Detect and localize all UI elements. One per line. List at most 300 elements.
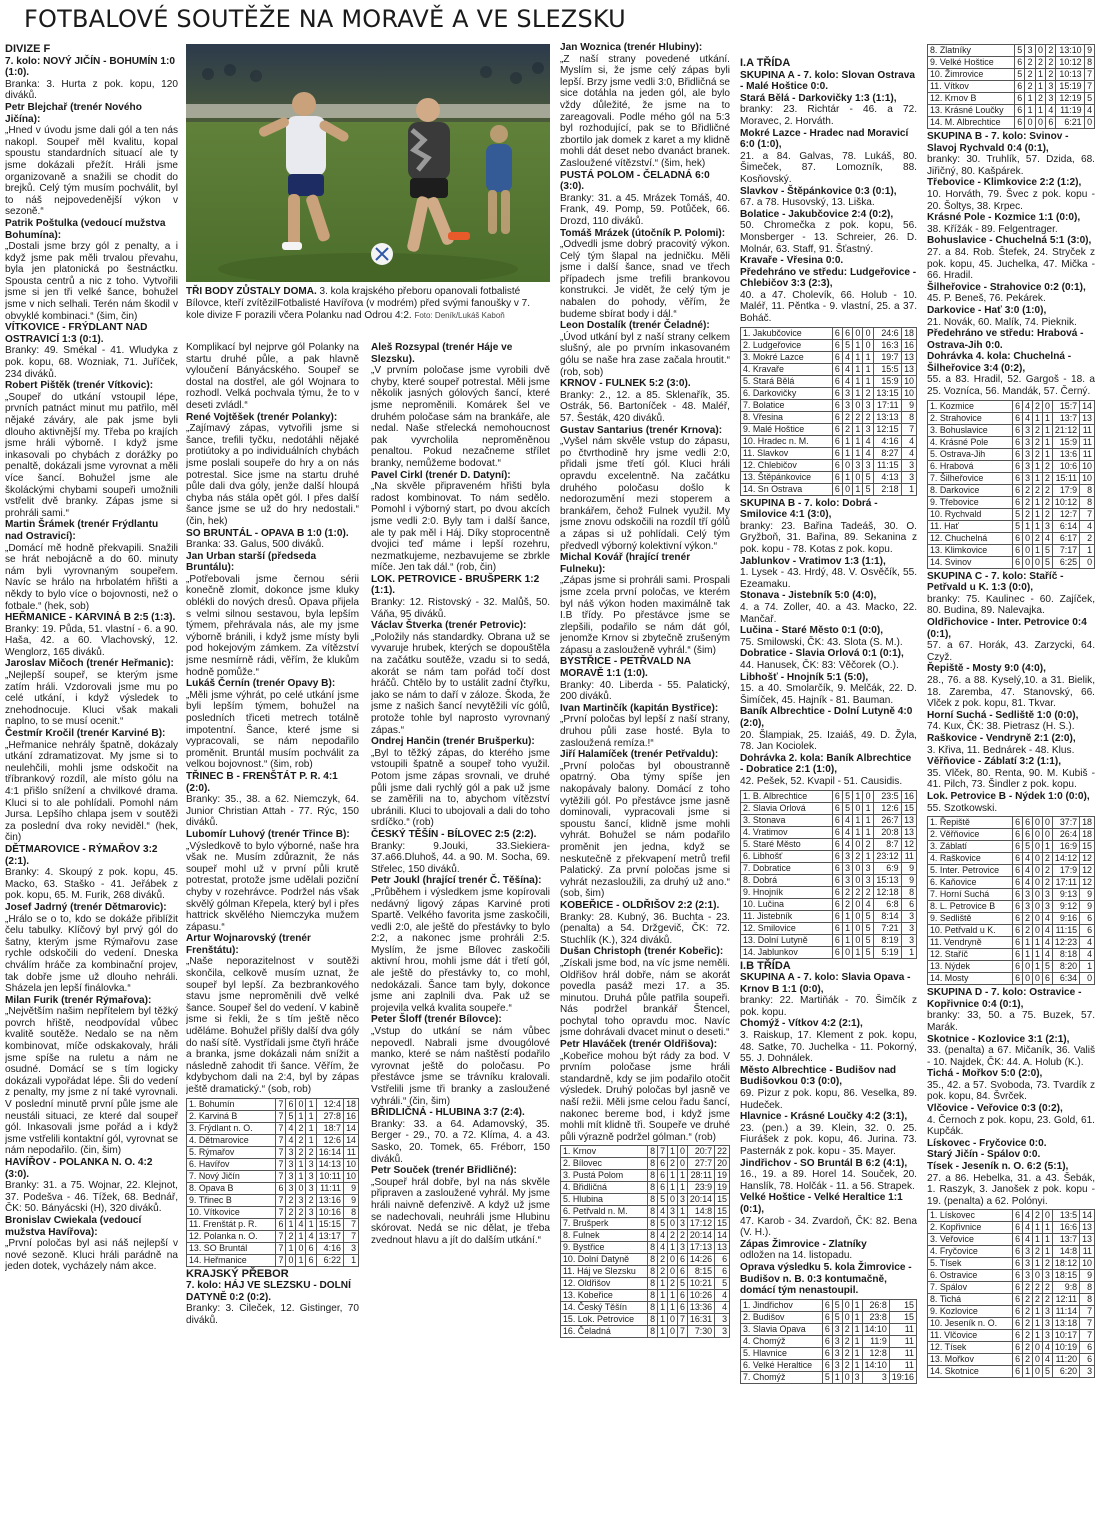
team-name: 4. Dětmarovice bbox=[187, 1134, 276, 1146]
team-name: 4. Krásné Pole bbox=[928, 436, 1013, 448]
table-cell: 4 bbox=[715, 1302, 730, 1314]
table-cell: 1 bbox=[1042, 1246, 1052, 1258]
table-row bbox=[561, 1230, 730, 1242]
table-cell: 1 bbox=[343, 1254, 358, 1266]
table-row bbox=[928, 460, 1095, 472]
table-cell: 1 bbox=[853, 814, 863, 826]
table-cell: 1 bbox=[863, 363, 873, 375]
table-cell: 1 bbox=[842, 471, 852, 483]
table-cell: 6 bbox=[832, 471, 842, 483]
table-cell: 3 bbox=[863, 399, 873, 411]
match-heading: SKUPINA C - 7. kolo: Staříč - Petřvald u K. 1:3 (0:0), bbox=[927, 570, 1064, 594]
table-cell: 10 bbox=[343, 1158, 358, 1170]
paragraph: Branky: 40. Liberda - 55. Palatický, 200 diváků. bbox=[560, 679, 730, 703]
table-row bbox=[561, 1314, 730, 1326]
table-cell: 2 bbox=[286, 1194, 296, 1206]
table-cell: 17:12 bbox=[687, 1218, 714, 1230]
team-name: 12. Chlebičov bbox=[741, 459, 833, 471]
table-cell: 0 bbox=[1080, 973, 1095, 985]
table-cell: 19 bbox=[715, 1170, 730, 1182]
table-cell: 6 bbox=[832, 387, 842, 399]
table-cell: 7 bbox=[1084, 81, 1094, 93]
paragraph: „Úvod utkání byl z naší strany celkem slušný, ale po prvním inkasovaném gólu se naše hra zase začala hroutit.“ (rob, sob) bbox=[560, 331, 730, 378]
paragraph: Branky: 33. a 64. Adamovský, 35. Berger - 29., 70. a 72. Klíma, 4. a 43. Sasko, 20. Tomek, 65. Fréborr, 150 diváků. bbox=[371, 1118, 550, 1165]
table-row bbox=[928, 105, 1095, 117]
table-cell: 23:12 bbox=[873, 850, 901, 862]
table-cell: 2 bbox=[1033, 1210, 1043, 1222]
table-cell: 4 bbox=[1080, 520, 1095, 532]
team-name: 4. Raškovice bbox=[928, 853, 1013, 865]
paragraph: Branky: 49. Smékal - 41. Wludyka z pok. kopu, 68. Wozniak, 71. Juříček, 234 diváků. bbox=[5, 345, 178, 380]
paragraph: „Průběhem i výsledkem jsme kopírovali nedávný ligový zápas Karviné proti Spartě. Velkého favorita jsme zaskočili, vedli 2:0, ale ještě do přestávky to bylo 2:2, a nakonec jsme prohráli 2:5. Myslím, že jsme Bílovec zaskočili aktivní hrou, mohli jsme dát i třetí gól, ale ještě do přestávky to, co mohl, nedokázali. Šance tam byly, dokonce jsme ani zaplnili dva. Pak už se projevila velká kvalita soupeře.“ bbox=[371, 886, 550, 1014]
table-cell: 1 bbox=[1033, 937, 1043, 949]
table-cell: 0 bbox=[853, 934, 863, 946]
paragraph: „Z naší strany povedené utkání. Myslím si, že jsme celý zápas byli lepší. Brzy jsme vedli 3:0, Břidličná se sice dotáhla na jeden gól, ale bylo vždy důležité, že jsme na to zareagovali. Podle mého gól na 5:3 byl rozhodující, pak se to Břidličné zbortilo jak domek z karet a my klidně mohli dát deset nebo dvanáct branek. Zasloužené vítězství.“ (šim, hek) bbox=[560, 53, 730, 169]
table-cell: 1 bbox=[842, 447, 852, 459]
table-cell: 2 bbox=[1023, 1282, 1033, 1294]
table-cell: 1 bbox=[668, 1242, 678, 1254]
table-cell: 10:17 bbox=[1052, 1330, 1079, 1342]
table-cell: 8 bbox=[648, 1182, 658, 1194]
table-cell: 5 bbox=[658, 1218, 668, 1230]
section-heading: KRAJSKÝ PŘEBOR bbox=[186, 1267, 289, 1280]
table-cell: 2 bbox=[1080, 532, 1095, 544]
table-cell: 0 bbox=[668, 1194, 678, 1206]
table-cell: 23:8 bbox=[862, 1311, 889, 1323]
table-cell: 10:12 bbox=[1056, 57, 1084, 69]
table-cell: 6 bbox=[1013, 841, 1023, 853]
table-cell: 2 bbox=[668, 1278, 678, 1290]
team-name: 7. Bolatice bbox=[741, 399, 833, 411]
table-cell: 2 bbox=[1042, 1294, 1052, 1306]
table-cell: 3 bbox=[1045, 93, 1055, 105]
section-heading: DIVIZE F bbox=[5, 43, 51, 55]
team-name: 3. Záblatí bbox=[928, 841, 1013, 853]
table-row bbox=[928, 841, 1095, 853]
paragraph: „Hrálo se o to, kdo se dokáže přiblížit čelu tabulky. Klíčový byl prvý gól do šatny, kterým jsme Rýmařovu zase rychle odskočili do vedení. Dneska chválím hráče za kombinační projev, tak dobře jsme už dlouho nehráli. Sházela jen lepší finálovka.“ bbox=[5, 913, 178, 995]
table-cell: 1 bbox=[668, 1290, 678, 1302]
table-row bbox=[187, 1110, 359, 1122]
table-cell: 11:15 bbox=[1052, 925, 1079, 937]
table-cell: 1 bbox=[853, 447, 863, 459]
table-cell: 12:7 bbox=[1052, 508, 1079, 520]
table-cell: 4 bbox=[658, 1206, 668, 1218]
table-cell: 7 bbox=[677, 1314, 687, 1326]
table-cell: 15 bbox=[715, 1218, 730, 1230]
table-cell: 6 bbox=[832, 814, 842, 826]
team-name: 6. Hrabová bbox=[928, 460, 1013, 472]
table-cell: 1 bbox=[1033, 1234, 1043, 1246]
match-heading: Lok. Petrovice B - Nýdek 1:0 (0:0), bbox=[927, 790, 1090, 802]
table-cell: 4 bbox=[1023, 877, 1033, 889]
table-cell: 2 bbox=[1023, 913, 1033, 925]
table-row bbox=[741, 423, 917, 435]
team-name: 2. Slavia Orlová bbox=[741, 802, 833, 814]
paragraph: 74. Kux, ČK: 38. Pietrasz (H. S.). bbox=[927, 721, 1075, 733]
table-cell: 23:5 bbox=[873, 790, 901, 802]
table-cell: 20:8 bbox=[873, 826, 901, 838]
paragraph: odložen na 14. listopadu. bbox=[740, 1250, 853, 1262]
team-name: 3. Frýdlant n. O. bbox=[187, 1122, 276, 1134]
table-cell: 15 bbox=[715, 1194, 730, 1206]
table-cell: 3 bbox=[1023, 1246, 1033, 1258]
table-row bbox=[928, 508, 1095, 520]
table-cell: 1 bbox=[863, 351, 873, 363]
match-heading: 7. kolo: NOVÝ JIČÍN - BOHUMÍN 1:0 (1:0). bbox=[5, 55, 175, 79]
table-cell: 1 bbox=[1023, 937, 1033, 949]
table-row bbox=[741, 471, 917, 483]
paragraph: „Zajímavý zápas, vytvořili jsme si šance, trefili tyčku, nedotáhli nějaké protiútoky a po individuálních chybách jsme poslali soupeře do hry a on nás potrestal. Sice jsme na startu druhé půle dali dva góly, jenže další hloupá chyba nás stála opět gól. I přes další šance jsme se už do hry nedostali.“ (čin, hek) bbox=[186, 423, 359, 527]
match-heading: BŘIDLIČNÁ - HLUBINA 3:7 (2:4). bbox=[371, 1107, 525, 1119]
table-cell: 27:7 bbox=[687, 1158, 714, 1170]
paragraph: „Nejlepší soupeř, se kterým jsme zatím hráli. Vzdorovali jsme mu po celé utkání, i když výsledek to znehodnocuje. Kluci však makali naplno, to se musí ocenit.“ bbox=[5, 670, 178, 728]
match-heading: Michal Kovář (hrající trenér Fulneku): bbox=[560, 552, 691, 575]
table-cell: 19:7 bbox=[873, 351, 901, 363]
table-cell: 2 bbox=[296, 1122, 306, 1134]
table-cell: 2:18 bbox=[873, 483, 901, 495]
table-cell: 13:17 bbox=[316, 1230, 343, 1242]
table-cell: 6 bbox=[1013, 424, 1023, 436]
paragraph: Branky: 28. Kubný, 36. Buchta - 23. (penalta) a 54. Držgevič, ČK: 72. Stuchlík (K.), 324 diváků. bbox=[560, 911, 730, 946]
table-cell: 13 bbox=[901, 363, 916, 375]
match-heading: PUSTÁ POLOM - ČELADNÁ 6:0 (3:0). bbox=[560, 169, 710, 193]
table-cell: 4 bbox=[1080, 949, 1095, 961]
match-heading: Kravaře - Vřesina 0:0. bbox=[740, 255, 844, 267]
paragraph: 23. (pen.) a 39. Klein, 32. 0. 25. Fiurášek z pok. kopu, 46. Jurina. 73. Pasternák z pok. kopu - 35. Mayer. bbox=[740, 1122, 917, 1157]
table-cell: 2 bbox=[1042, 1258, 1052, 1270]
table-cell: 1 bbox=[658, 1314, 668, 1326]
table-cell: 1 bbox=[1042, 1234, 1052, 1246]
table-cell: 15:5 bbox=[873, 363, 901, 375]
team-name: 12. Chuchelná bbox=[928, 532, 1013, 544]
table-cell: 8 bbox=[1084, 57, 1094, 69]
table-cell: 11:11 bbox=[316, 1182, 343, 1194]
table-cell: 2 bbox=[853, 850, 863, 862]
table-cell: 6 bbox=[677, 1266, 687, 1278]
table-cell: 5 bbox=[286, 1110, 296, 1122]
team-name: 4. Chomýž bbox=[741, 1335, 823, 1347]
table-cell: 6 bbox=[1080, 913, 1095, 925]
table-cell: 1 bbox=[677, 1170, 687, 1182]
table-row bbox=[741, 886, 917, 898]
table-cell: 15 bbox=[1080, 841, 1095, 853]
table-cell: 26:8 bbox=[862, 1299, 889, 1311]
table-cell: 5 bbox=[832, 1299, 842, 1311]
match-heading: HAVÍŘOV - POLANKA N. O. 4:2 (3:0). bbox=[5, 1157, 153, 1180]
paragraph: „Vstup do utkání se nám vůbec nepovedl. Nabrali jsme dvougólové manko, které se nám naštěstí podařilo vyrovnat ještě do poločasu. Po přestávce jsme se trávníku kralovali. Vstřelili jsme tři branky a zasloužené vyhráli.“ (čin, šim) bbox=[371, 1026, 550, 1107]
table-cell: 0 bbox=[1080, 556, 1095, 568]
table-cell: 4 bbox=[863, 435, 873, 447]
match-heading: Lískovec - Fryčovice 0:0. bbox=[927, 1137, 1047, 1149]
table-cell: 0 bbox=[842, 1311, 852, 1323]
table-cell: 13:7 bbox=[1052, 1234, 1079, 1246]
table-cell: 10 bbox=[901, 387, 916, 399]
table-cell: 1 bbox=[1025, 105, 1035, 117]
table-cell: 4 bbox=[306, 1230, 316, 1242]
table-cell: 0 bbox=[853, 327, 863, 339]
table-cell: 6 bbox=[1023, 817, 1033, 829]
team-name: 12. Oldřišov bbox=[561, 1278, 648, 1290]
match-heading: Řepiště - Mosty 9:0 (4:0), bbox=[927, 663, 1046, 675]
paragraph: Branky: 12. Ristovský - 32. Malůš, 50. Váňa, 95 diváků. bbox=[371, 597, 550, 620]
table-cell: 2 bbox=[842, 423, 852, 435]
table-cell: 2 bbox=[842, 1323, 852, 1335]
table-cell: 8 bbox=[1080, 484, 1095, 496]
team-name: 4. Břidličná bbox=[561, 1182, 648, 1194]
table-cell: 7 bbox=[276, 1194, 286, 1206]
match-heading: LOK. PETROVICE - BRUŠPERK 1:2 (1:1). bbox=[371, 573, 540, 597]
table-cell: 14 bbox=[715, 1230, 730, 1242]
table-cell: 9 bbox=[1080, 1270, 1095, 1282]
table-cell: 1 bbox=[1033, 412, 1043, 424]
table-cell: 1 bbox=[852, 1335, 862, 1347]
paragraph: „Hned v úvodu jsme dali gól a ten nás nakopl. Soupeř měl kvalitu, kopal spoustu standardních situací ale ty jsme dokázali přežít. Hráli jsme organizovaně a snažili se chodit do brejků. Celý tým musím pochválit, byl to náš nejpovedenější výkon v sezoně.“ bbox=[5, 125, 178, 218]
table-row bbox=[187, 1170, 359, 1182]
team-name: 8. Fulnek bbox=[561, 1230, 648, 1242]
table-cell: 1 bbox=[1033, 1318, 1043, 1330]
table-cell: 8 bbox=[648, 1158, 658, 1170]
match-heading: DĚTMAROVICE - RÝMAŘOV 3:2 (2:1). bbox=[5, 843, 158, 867]
team-name: 3. Bohuslavice bbox=[928, 424, 1013, 436]
team-name: 9. Hnojník bbox=[741, 886, 833, 898]
paragraph: „Na skvěle připraveném hřišti byla radost kombinovat. To nám sedělo. Pomohl i výborný start, po dvou akcích jsme vedli 2:0. Byly tam i další šance, ale ty pak měl i Háj. Díky stoprocentně dvojici teď máme i lepší rozehru, nezmatkujeme, nezbavujeme se zbrkle míče. Jen tak dál.“ (rob, čin) bbox=[371, 481, 550, 574]
table-cell: 4 bbox=[1023, 1234, 1033, 1246]
team-name: 14. M. Albrechtice bbox=[928, 117, 1015, 129]
table-cell: 5 bbox=[677, 1278, 687, 1290]
table-cell: 18 bbox=[343, 1098, 358, 1110]
table-cell: 8 bbox=[648, 1170, 658, 1182]
table-cell: 1 bbox=[1033, 1330, 1043, 1342]
table-row bbox=[741, 1359, 917, 1371]
table-cell: 19:16 bbox=[889, 1371, 916, 1383]
table-cell: 0 bbox=[677, 1146, 687, 1158]
paragraph: 50. Chromečka z pok. kopu, 56. Monsberger - 13. Schreier, 26. D. Molnár, 63. Staff, 91. Šťastný. bbox=[740, 220, 917, 255]
table-cell: 1 bbox=[1035, 69, 1045, 81]
table-cell: 0 bbox=[296, 1098, 306, 1110]
table-cell: 6 bbox=[832, 862, 842, 874]
table-cell: 12:8 bbox=[862, 1347, 889, 1359]
table-cell: 5 bbox=[715, 1278, 730, 1290]
team-name: 15. Lok. Petrovice bbox=[561, 1314, 648, 1326]
table-cell: 11:20 bbox=[1052, 1354, 1079, 1366]
table-cell: 0 bbox=[1033, 889, 1043, 901]
team-name: 12. Smilovice bbox=[741, 922, 833, 934]
table-cell: 1 bbox=[853, 363, 863, 375]
table-cell: 4 bbox=[1023, 1222, 1033, 1234]
table-cell: 5 bbox=[1042, 556, 1052, 568]
table-cell: 0 bbox=[1033, 865, 1043, 877]
table-cell: 6 bbox=[822, 1335, 832, 1347]
table-cell: 4 bbox=[863, 447, 873, 459]
table-cell: 3 bbox=[1023, 1258, 1033, 1270]
table-cell: 15 bbox=[715, 1206, 730, 1218]
table-row bbox=[928, 865, 1095, 877]
table-cell: 1 bbox=[1080, 961, 1095, 973]
match-heading: 7. kolo: HÁJ VE SLEZSKU - DOLNÍ DATYNĚ 0:2 (0:2). bbox=[186, 1280, 351, 1303]
table-cell: 6 bbox=[832, 411, 842, 423]
paragraph: „Soupeř hrál dobře, byl na nás skvěle připraven a zasloužené vyhrál. My jsme hráli naivně defenzivě. A když už jsme se nadechovali, neuhráli jsme Hlubinu skórovat. Nedá se nic dělat, je třeba zvednout hlavu a jít do dalším utkání.“ bbox=[371, 1176, 550, 1246]
table-cell: 12:6 bbox=[873, 802, 901, 814]
table-cell: 4 bbox=[1023, 400, 1033, 412]
table-cell: 1 bbox=[1033, 949, 1043, 961]
table-cell: 10 bbox=[1080, 472, 1095, 484]
team-name: 10. Žimrovice bbox=[928, 69, 1015, 81]
table-row bbox=[561, 1242, 730, 1254]
table-cell: 6 bbox=[1013, 412, 1023, 424]
table-cell: 15:15 bbox=[316, 1218, 343, 1230]
table-cell: 3 bbox=[677, 1218, 687, 1230]
table-cell: 4 bbox=[286, 1134, 296, 1146]
table-cell: 5 bbox=[842, 790, 852, 802]
table-cell: 3 bbox=[1023, 472, 1033, 484]
table-cell: 0 bbox=[853, 874, 863, 886]
table-cell: 1 bbox=[658, 1278, 668, 1290]
table-cell: 0 bbox=[853, 862, 863, 874]
table-row bbox=[928, 69, 1095, 81]
team-name: 14. Svinov bbox=[928, 556, 1013, 568]
table-cell: 11:15 bbox=[873, 459, 901, 471]
table-cell: 3 bbox=[677, 1242, 687, 1254]
table-cell: 1 bbox=[296, 1254, 306, 1266]
table-cell: 7 bbox=[276, 1110, 286, 1122]
table-row bbox=[928, 544, 1095, 556]
table-row bbox=[928, 45, 1095, 57]
match-heading: Čestmír Kročil (trenér Karviné B): bbox=[5, 728, 166, 740]
table-cell: 3 bbox=[901, 934, 916, 946]
paragraph: 3. Raiskup, 17. Klement z pok. kopu, 48. Satke, 70. Juchelka - 11. Pokorný, 55. J. Dohnálek. bbox=[740, 1030, 917, 1065]
paragraph: 15. a 40. Smolarčík, 9. Melčák, 22. D. Šimíček, 45. Hajník - 81. Bauman. bbox=[740, 683, 917, 706]
paragraph: „Potřebovali jsme černou sérii konečně zlomit, dokonce jsme kluky oblékli do nových dresů. Opava přijela s velmi silnou sestavou, byla lepším týmem, přehrávala nás, ale my jsme výborně bránili, i když jsme místy byli pod hokejovým zámkem. Za vítězství jsme nesmírně rádi, věřím, že klukům hodně pomůže.“ bbox=[186, 573, 359, 678]
match-heading: Libhošť - Hnojník 5:1 (5:0), bbox=[740, 671, 869, 683]
paragraph: „Dostali jsme brzy gól z penalty, a i když jsme pak měli trvalou převahu, byla jen platonická po šestnáctku. Spousta centrů a nic z toho. Vytvořili jsme si jen tři velké šance, bohužel jsme v nich selhali. Terén nám škodil v obvyklé kombinaci.“ (šim, čin) bbox=[5, 241, 178, 322]
table-cell: 15:9 bbox=[873, 375, 901, 387]
table-cell: 3 bbox=[1045, 81, 1055, 93]
table-cell: 6 bbox=[1013, 961, 1023, 973]
team-name: 1. Bohumín bbox=[187, 1098, 276, 1110]
table-cell: 0 bbox=[1033, 817, 1043, 829]
team-name: 9. Sedliště bbox=[928, 913, 1013, 925]
paragraph: 67. a 78. Husovský, 13. Liška. bbox=[740, 197, 875, 209]
table-cell: 3 bbox=[1023, 424, 1033, 436]
table-cell: 12:15 bbox=[873, 423, 901, 435]
table-cell: 2 bbox=[1023, 1342, 1033, 1354]
table-cell: 1 bbox=[1033, 1222, 1043, 1234]
paragraph: 27. a 86. Hebelka, 31. a 43. Šebák, 1. Raszyk, 3. Janošek z pok. kopu - 19. (penalta) a 62. Polónyi. bbox=[927, 1172, 1095, 1207]
table-cell: 6 bbox=[1013, 1258, 1023, 1270]
table-cell: 6 bbox=[276, 1218, 286, 1230]
table-cell: 1 bbox=[1033, 520, 1043, 532]
team-name: 11. Háj ve Slezsku bbox=[561, 1266, 648, 1278]
table-cell: 1 bbox=[1033, 544, 1043, 556]
table-row bbox=[928, 1342, 1095, 1354]
table-cell: 6 bbox=[832, 399, 842, 411]
table-cell: 4 bbox=[1042, 949, 1052, 961]
table-cell: 6 bbox=[832, 327, 842, 339]
table-cell: 0 bbox=[1023, 556, 1033, 568]
match-heading: TŘINEC B - FRENŠTÁT P. R. 4:1 (2:0). bbox=[186, 770, 338, 794]
team-name: 11. Vítkov bbox=[928, 81, 1015, 93]
table-cell: 2 bbox=[842, 1359, 852, 1371]
table-row bbox=[741, 459, 917, 471]
table-cell: 2 bbox=[1023, 1294, 1033, 1306]
match-heading: Dohrávka 4. kola: Chuchelná - Šilheřovice 3:4 (0:2), bbox=[927, 351, 1072, 374]
match-heading: Dohrávka 2. kola: Baník Albrechtice - Dobratice 2:1 (1:0), bbox=[740, 752, 912, 776]
table-cell: 10:12 bbox=[1052, 496, 1079, 508]
table-cell: 14:8 bbox=[687, 1206, 714, 1218]
table-cell: 1 bbox=[668, 1182, 678, 1194]
table-cell: 3 bbox=[1023, 460, 1033, 472]
paragraph: 38. Křížák - 89. Felgentrager. bbox=[927, 223, 1058, 235]
table-cell: 6 bbox=[1013, 1234, 1023, 1246]
table-cell: 28:11 bbox=[687, 1170, 714, 1182]
table-cell: 13:10 bbox=[1056, 45, 1084, 57]
table-cell: 0 bbox=[1025, 117, 1035, 129]
table-cell: 15 bbox=[889, 1299, 916, 1311]
table-row bbox=[561, 1218, 730, 1230]
match-heading: Gustav Santarius (trenér Krnova): bbox=[560, 424, 723, 436]
table-cell: 12:19 bbox=[1056, 93, 1084, 105]
table-row bbox=[928, 424, 1095, 436]
table-cell: 6 bbox=[832, 874, 842, 886]
table-cell: 37:7 bbox=[1052, 817, 1079, 829]
photo-caption bbox=[186, 286, 550, 322]
table-cell: 1 bbox=[1033, 1258, 1043, 1270]
table-cell: 4:16 bbox=[316, 1242, 343, 1254]
table-row bbox=[928, 877, 1095, 889]
table-cell: 0 bbox=[1033, 877, 1043, 889]
table-cell: 17:11 bbox=[1052, 877, 1079, 889]
table-row bbox=[928, 925, 1095, 937]
table-cell: 18 bbox=[1080, 829, 1095, 841]
table-cell: 11 bbox=[889, 1323, 916, 1335]
table-cell: 5 bbox=[1014, 45, 1024, 57]
table-row bbox=[928, 400, 1095, 412]
match-heading: Dobratice - Slavia Orlová 0:1 (0:1), bbox=[740, 648, 904, 660]
table-cell: 7 bbox=[901, 423, 916, 435]
table-cell: 1 bbox=[832, 1371, 842, 1383]
team-name: 8. L. Petrovice B bbox=[928, 901, 1013, 913]
table-cell: 0 bbox=[842, 459, 852, 471]
table-row bbox=[928, 81, 1095, 93]
table-cell: 13 bbox=[901, 814, 916, 826]
table-row bbox=[928, 973, 1095, 985]
table-cell: 9 bbox=[901, 874, 916, 886]
table-cell: 10:21 bbox=[687, 1278, 714, 1290]
table-row bbox=[741, 363, 917, 375]
section-heading: I.B TŘÍDA bbox=[740, 959, 791, 972]
table-cell: 8:18 bbox=[1052, 949, 1079, 961]
table-cell: 23:9 bbox=[687, 1182, 714, 1194]
table-cell: 11 bbox=[1080, 424, 1095, 436]
table-cell: 8 bbox=[648, 1266, 658, 1278]
team-name: 14. Skotnice bbox=[928, 1366, 1013, 1378]
table-cell: 4 bbox=[1042, 937, 1052, 949]
paragraph: „Odvedli jsme dobrý pracovitý výkon. Celý tým šlapal na jedničku. Měli jsme i další šance, snad ve třech případech jsme trefili brankovou konstrukci. Je vidět, že celý tým je nabalen do pohody, věřím, že budeme sbírat body i dál.“ bbox=[560, 239, 730, 320]
table-cell: 2 bbox=[1035, 57, 1045, 69]
paragraph: „Kobeřice mohou být rády za bod. V prvním poločase jsme hráli standardně, kdy se jim podařilo otočit výsledek. Druhý poločas byl jasně ve naší režii. Měli jsme celou řadu šancí, nakonec bereme bod, i když jsme mohli mít klidně tři. Soupeře ve druhé půli výrazně podržel gólman.“ (rob) bbox=[560, 1050, 730, 1143]
match-heading: Patrik Poštulka (vedoucí mužstva Bohumína): bbox=[5, 217, 166, 241]
table-cell: 17:9 bbox=[1052, 484, 1079, 496]
team-name: 11. Jistebník bbox=[741, 910, 833, 922]
table-cell: 12:11 bbox=[1052, 1294, 1079, 1306]
table-cell: 3 bbox=[832, 1359, 842, 1371]
table-cell: 10:26 bbox=[687, 1290, 714, 1302]
table-cell: 5 bbox=[1042, 544, 1052, 556]
table-cell: 2 bbox=[668, 1158, 678, 1170]
table-row bbox=[928, 901, 1095, 913]
table-cell: 0 bbox=[1042, 400, 1052, 412]
table-row bbox=[741, 1371, 917, 1383]
